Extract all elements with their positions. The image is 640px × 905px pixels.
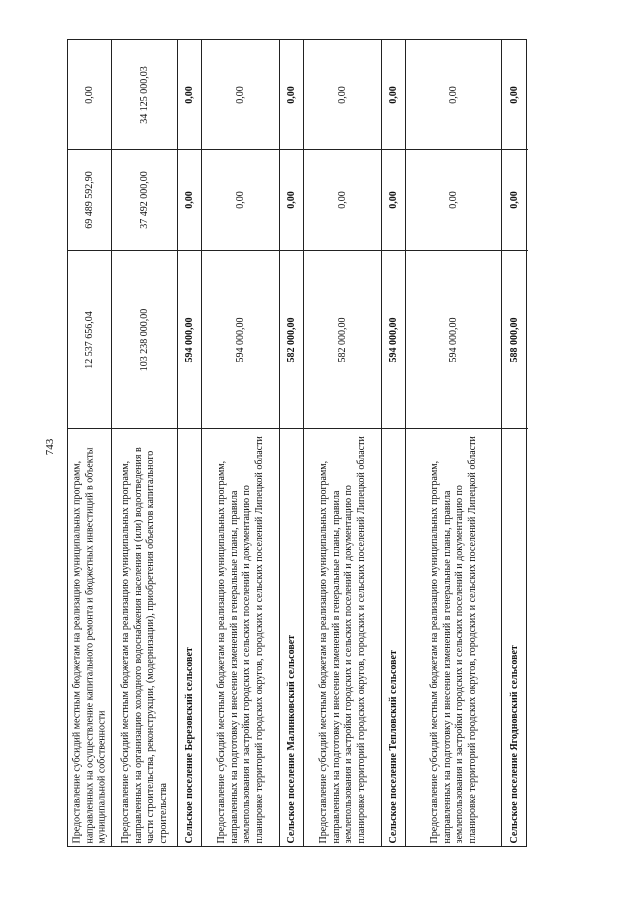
cell-v2 bbox=[68, 150, 111, 251]
cell-description bbox=[202, 429, 279, 848]
description-text: Предоставление субсидий местным бюджетам на реализацию муниципальных программ, направленных на организацию холодного водоснабжения населения и (или) водоотведения в части строительства, реконструкции, (модернизации), приобретения объектов капитального строительства bbox=[119, 446, 168, 843]
row-1 bbox=[112, 40, 178, 846]
cell-description bbox=[280, 429, 303, 848]
cell-v3 bbox=[178, 40, 201, 150]
cell-v2 bbox=[280, 150, 303, 251]
amount-text: 0,00 bbox=[447, 85, 459, 104]
budget-table bbox=[67, 39, 527, 847]
amount-text: 69 489 592,90 bbox=[83, 171, 95, 229]
amount-text: 34 125 000,03 bbox=[138, 65, 150, 124]
amount-text: 12 537 656,04 bbox=[83, 310, 95, 369]
page-number: 743 bbox=[44, 438, 56, 456]
cell-v1 bbox=[502, 251, 528, 429]
amount-text: 0,00 bbox=[83, 85, 95, 104]
cell-v3 bbox=[280, 40, 303, 150]
amount-text: 0,00 bbox=[508, 191, 520, 209]
cell-description bbox=[178, 429, 201, 848]
amount-text: 0,00 bbox=[234, 191, 246, 209]
cell-v3 bbox=[68, 40, 111, 150]
cell-v2 bbox=[406, 150, 501, 251]
description-text: Предоставление субсидий местным бюджетам на реализацию муниципальных программ, направленных на осуществление капитального ремонта и бюджетных инвестиций в объекты муниципальной собственности bbox=[70, 446, 107, 843]
cell-v1 bbox=[112, 251, 177, 429]
description-text: Сельское поселение Тепловский сельсовет bbox=[387, 649, 399, 843]
cell-v2 bbox=[304, 150, 381, 251]
amount-text: 103 238 000,00 bbox=[138, 308, 150, 371]
amount-text: 37 492 000,00 bbox=[138, 171, 150, 229]
row-7 bbox=[406, 40, 502, 846]
cell-v3 bbox=[502, 40, 528, 150]
cell-v1 bbox=[280, 251, 303, 429]
amount-text: 582 000,00 bbox=[285, 317, 297, 362]
cell-v1 bbox=[202, 251, 279, 429]
cell-description bbox=[304, 429, 381, 848]
row-8 bbox=[502, 40, 528, 846]
row-0 bbox=[68, 40, 112, 846]
row-3 bbox=[202, 40, 280, 846]
cell-description bbox=[502, 429, 528, 848]
description-text: Предоставление субсидий местным бюджетам на реализацию муниципальных программ, направленных на подготовку и внесение изменений в генеральные планы, правила землепользования и застройки городских и сельских поселений и документацию по планировке территорий городских округов, городских и сельских поселений Липецкой области bbox=[215, 435, 264, 843]
amount-text: 0,00 bbox=[508, 85, 520, 104]
cell-description bbox=[112, 429, 177, 848]
description-text: Предоставление субсидий местным бюджетам на реализацию муниципальных программ, направленных на подготовку и внесение изменений в генеральные планы, правила землепользования и застройки городских и сельских поселений и документацию по планировке территорий городских округов, городских и сельских поселений Липецкой области bbox=[317, 435, 366, 843]
cell-description bbox=[406, 429, 501, 848]
cell-v2 bbox=[502, 150, 528, 251]
amount-text: 0,00 bbox=[387, 191, 399, 209]
amount-text: 0,00 bbox=[234, 85, 246, 104]
cell-v3 bbox=[406, 40, 501, 150]
row-4 bbox=[280, 40, 304, 846]
description-text: Сельское поселение Ягодновский сельсовет bbox=[508, 644, 520, 843]
cell-v1 bbox=[178, 251, 201, 429]
cell-v3 bbox=[304, 40, 381, 150]
amount-text: 0,00 bbox=[285, 85, 297, 104]
amount-text: 0,00 bbox=[183, 191, 195, 209]
amount-text: 582 000,00 bbox=[336, 317, 348, 362]
cell-description bbox=[68, 429, 111, 848]
amount-text: 0,00 bbox=[336, 85, 348, 104]
cell-v3 bbox=[382, 40, 405, 150]
cell-description bbox=[382, 429, 405, 848]
description-text: Сельское поселение Малинковский сельсовет bbox=[285, 634, 297, 843]
row-6 bbox=[382, 40, 406, 846]
amount-text: 594 000,00 bbox=[387, 317, 399, 362]
cell-v2 bbox=[112, 150, 177, 251]
amount-text: 0,00 bbox=[285, 191, 297, 209]
cell-v1 bbox=[304, 251, 381, 429]
amount-text: 0,00 bbox=[336, 191, 348, 209]
amount-text: 594 000,00 bbox=[447, 317, 459, 362]
amount-text: 0,00 bbox=[387, 85, 399, 104]
amount-text: 594 000,00 bbox=[183, 317, 195, 362]
cell-v1 bbox=[406, 251, 501, 429]
cell-v2 bbox=[382, 150, 405, 251]
row-5 bbox=[304, 40, 382, 846]
cell-v2 bbox=[178, 150, 201, 251]
amount-text: 594 000,00 bbox=[234, 317, 246, 362]
amount-text: 588 000,00 bbox=[508, 317, 520, 362]
amount-text: 0,00 bbox=[183, 85, 195, 104]
cell-v2 bbox=[202, 150, 279, 251]
cell-v3 bbox=[112, 40, 177, 150]
cell-v1 bbox=[68, 251, 111, 429]
description-text: Предоставление субсидий местным бюджетам на реализацию муниципальных программ, направленных на подготовку и внесение изменений в генеральные планы, правила землепользования и застройки городских и сельских поселений и документацию по планировке территорий городских округов, городских и сельских поселений Липецкой области bbox=[428, 435, 477, 843]
description-text: Сельское поселение Березовский сельсовет bbox=[183, 646, 195, 843]
amount-text: 0,00 bbox=[447, 191, 459, 209]
row-2 bbox=[178, 40, 202, 846]
cell-v1 bbox=[382, 251, 405, 429]
cell-v3 bbox=[202, 40, 279, 150]
